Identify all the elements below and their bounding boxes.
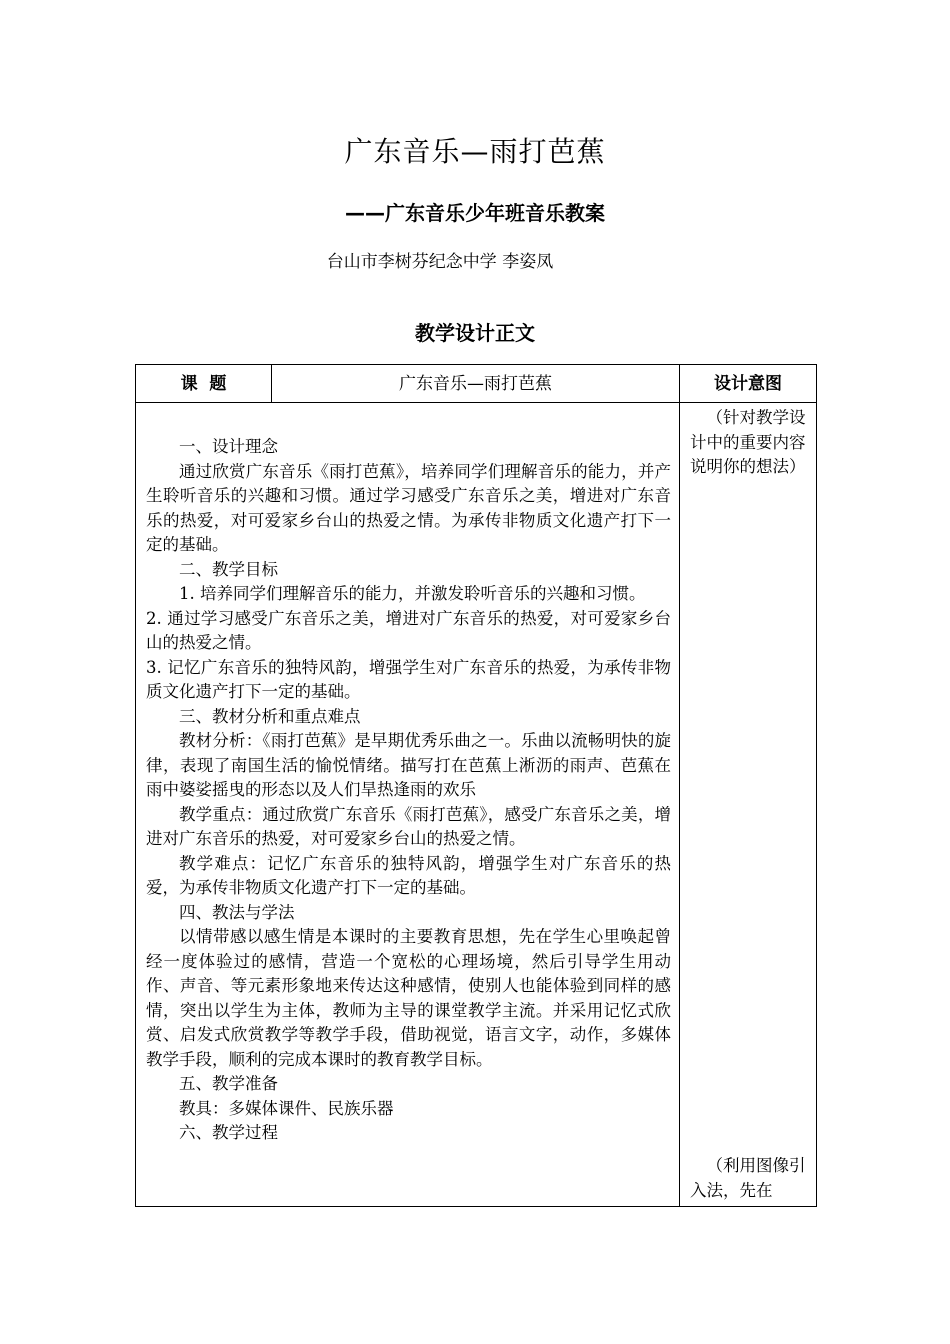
paragraph-difficulties: 教学难点：记忆广东音乐的独特风韵，增强学生对广东音乐的热爱，为承传非物质文化遗产打下一定的基础。 (146, 853, 671, 897)
design-intent-note-2: （利用图像引入法，先在 (690, 1156, 806, 1200)
paragraph-design-concept: 通过欣赏广东音乐《雨打芭蕉》，培养同学们理解音乐的能力，并产生聆听音乐的兴趣和习惯。通过学习感受广东音乐之美，增进对广东音乐的热爱，对可爱家乡台山的热爱之情。为承传非物质文化遗产打下一定的基础。 (146, 461, 671, 554)
paragraph-preparation: 教具：多媒体课件、民族乐器 (179, 1098, 394, 1118)
lesson-plan-table (135, 364, 817, 1207)
paragraph-methods: 以情带感以感生情是本课时的主要教育思想，先在学生心里唤起曾经一度体验过的感情，营造一个宽松的心理场境，然后引导学生用动作、声音、等元素形象地来传达这种感情，使别人也能体验到同样的感情，突出以学生为主体，教师为主导的课堂教学主流。并采用记忆式欣赏、启发式欣赏教学等教学手段，借助视觉，语言文字，动作，多媒体教学手段，顺利的完成本课时的教育教学目标。 (146, 927, 671, 1069)
heading-methods: 四、教法与学法 (179, 902, 295, 922)
heading-preparation: 五、教学准备 (179, 1074, 278, 1093)
design-intent-cell (680, 403, 817, 1207)
goal-item-2: 2. 通过学习感受广东音乐之美，增进对广东音乐的热爱，对可爱家乡台山的热爱之情。 (146, 608, 671, 652)
design-intent-note-1: （针对教学设计中的重要内容说明你的想法） (690, 408, 806, 476)
topic-value-cell: 广东音乐—雨打芭蕉 (272, 365, 680, 403)
goal-item-3: 3. 记忆广东音乐的独特风韵，增强学生对广东音乐的热爱，为承传非物质文化遗产打下一定的基础。 (146, 657, 671, 701)
heading-material-analysis: 三、教材分析和重点难点 (179, 706, 361, 726)
topic-label-cell: 课 题 (136, 365, 272, 403)
paragraph-key-points: 教学重点：通过欣赏广东音乐《雨打芭蕉》，感受广东音乐之美，增进对广东音乐的热爱，对可爱家乡台山的热爱之情。 (146, 804, 671, 848)
table-body-row (136, 403, 817, 1207)
author-line: 台山市李树芬纪念中学 李姿凤 (326, 252, 554, 272)
section-heading: 教学设计正文 (415, 321, 535, 345)
paragraph-material-analysis: 教材分析：《雨打芭蕉》是早期优秀乐曲之一。乐曲以流畅明快的旋律，表现了南国生活的愉悦情绪。描写打在芭蕉上淅沥的雨声、芭蕉在雨中婆娑摇曳的形态以及人们旱热逢雨的欢乐 (146, 731, 671, 799)
heading-design-concept: 一、设计理念 (179, 437, 278, 456)
heading-process: 六、教学过程 (179, 1123, 278, 1142)
goal-item-1: 1. 培养同学们理解音乐的能力，并激发聆听音乐的兴趣和习惯。 (179, 584, 646, 603)
document-title: 广东音乐—雨打芭蕉 (344, 135, 606, 168)
intent-label-cell: 设计意图 (680, 365, 817, 403)
document-subtitle: ——广东音乐少年班音乐教案 (345, 201, 605, 225)
table-header-row (136, 365, 817, 403)
heading-teaching-goals: 二、教学目标 (179, 559, 278, 579)
content-cell (136, 403, 680, 1207)
